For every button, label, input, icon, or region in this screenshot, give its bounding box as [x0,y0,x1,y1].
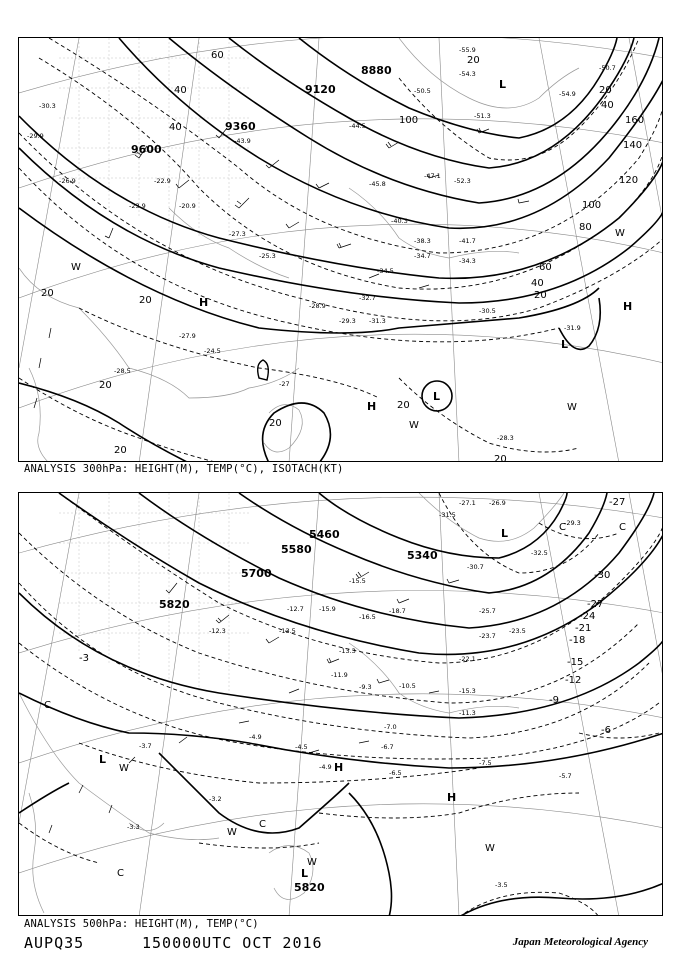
temp-label: -5.7 [559,772,572,780]
isotherms [19,493,663,916]
warm-marker: W [485,843,495,854]
temp-label: -6.5 [389,769,402,777]
temp-label: -30.5 [479,307,496,315]
low-center: L [561,338,569,351]
temp-label: -25.3 [259,252,276,260]
temp-label: -52.3 [454,177,471,185]
graticule [19,38,663,462]
isotach-label: 60 [211,50,224,61]
temp-label: -31.9 [564,324,581,332]
temp-label: -50.5 [414,87,431,95]
temp-label: -23.5 [509,627,526,635]
temp-label: -4.9 [249,733,262,741]
cold-marker: C [44,700,51,711]
small-closed-contour [258,360,269,380]
isotherm-label: -21 [575,623,592,634]
pressure-centers [99,527,508,880]
isotach-label: 20 [99,380,112,391]
product-code: AUPQ35 [24,934,85,952]
warm-marker: W [615,228,625,239]
coastlines [19,38,579,462]
temp-label: -26.9 [489,499,506,507]
warm-marker: W [71,262,81,273]
isotach-label: 20 [599,85,612,96]
height-contours [19,38,663,462]
height-labels [131,64,392,156]
isotach-label: 40 [531,278,544,289]
height-label: 9360 [225,120,256,133]
isotach-label: 20 [269,418,282,429]
isotherm-label: -12 [565,675,582,686]
isotach-label: 20 [534,290,547,301]
low-center: L [99,753,107,766]
isotherm-label: -18 [569,635,586,646]
temp-label: -40.3 [391,217,408,225]
isotherm-label: -3 [79,653,89,664]
isotherm-label: -30 [594,570,611,581]
temp-label: -11.9 [331,671,348,679]
cold-marker: C [559,522,566,533]
isotach-label: 20 [467,55,480,66]
temp-label: -34.3 [459,257,476,265]
agency-credit: Japan Meteorological Agency [512,936,648,948]
isotherm-label: -9 [549,695,559,706]
temp-label: -6.7 [381,743,394,751]
map-500hpa-canvas [19,493,663,916]
high-center: H [334,761,344,774]
high-center: H [623,300,633,313]
temp-label: -27 [279,380,290,388]
temp-label: -12.3 [209,627,226,635]
temp-label: -3.5 [495,881,508,889]
warm-markers [71,228,625,431]
isotach-label: 40 [169,122,182,133]
isotach-label: 100 [582,200,602,211]
temp-label: -3.7 [139,742,152,750]
isotach-label: 20 [114,445,127,456]
temp-label: -28.5 [114,367,131,375]
caption-300hpa: ANALYSIS 300hPa: HEIGHT(M), TEMP(°C), ISOTACH(KT) [24,463,344,475]
isotach-label: 60 [539,262,552,273]
temp-label: -45.8 [369,180,386,188]
temp-label: -25.7 [479,607,496,615]
temp-label: -23.9 [129,202,146,210]
temp-label: -15.3 [459,687,476,695]
height-label: 8880 [361,64,392,77]
low-center: L [301,867,309,880]
temperature-labels [27,46,616,442]
temp-label: -34.7 [414,252,431,260]
temp-label: -20.9 [179,202,196,210]
temp-label: -30.7 [467,563,484,571]
low-center: L [501,527,509,540]
temp-label: -30.3 [39,102,56,110]
temp-label: -29.3 [564,519,581,527]
temp-label: -47.1 [424,172,441,180]
isotherm-label: -27 [587,599,604,610]
temp-label: -22.1 [459,655,476,663]
cold-marker: C [619,522,626,533]
isotherm-label: -6 [601,725,611,736]
temp-label: -13.3 [339,647,356,655]
low-center: L [433,390,441,403]
wind-barbs [34,128,529,408]
temp-label: -27.3 [229,230,246,238]
temp-label: -50.7 [599,64,616,72]
temp-label: -18.7 [389,607,406,615]
temp-label: -15.9 [319,605,336,613]
temp-label: -22.9 [154,177,171,185]
temp-label: -11.3 [459,709,476,717]
temp-label: -27.9 [179,332,196,340]
temp-label: -28.9 [309,302,326,310]
high-center: H [447,791,457,804]
isotach-label: 120 [619,175,639,186]
temp-label: -10.5 [399,682,416,690]
temp-label: -3.3 [127,823,140,831]
temp-label: -41.7 [459,237,476,245]
temperature-labels [127,499,584,889]
isotach-labels [41,50,644,462]
temp-label: -3.2 [209,795,222,803]
isotach-label: 40 [174,85,187,96]
temp-label: -7.5 [479,759,492,767]
temp-label: -44.5 [349,122,366,130]
temp-label: -31.5 [439,511,456,519]
isotachs [19,38,663,462]
isotach-label: 40 [601,100,614,111]
isotherm-label: -15 [567,657,584,668]
isotach-label: 100 [399,115,419,126]
isotach-label: 20 [139,295,152,306]
isotherm-label: -27 [609,497,626,508]
temp-label: -54.3 [459,70,476,78]
temp-label: -32.5 [531,549,548,557]
isotach-label: 20 [397,400,410,411]
temp-label: -38.3 [414,237,431,245]
height-label: 5460 [309,528,340,541]
pressure-centers [199,78,632,413]
temp-label: -4.5 [295,743,308,751]
isotach-label: 20 [41,288,54,299]
issue-time: 150000UTC OCT 2016 [142,934,323,952]
height-label: 9600 [131,143,162,156]
temp-label: -34.5 [377,267,394,275]
height-label: 9120 [305,83,336,96]
temp-label: -7.0 [384,723,397,731]
high-center: H [367,400,377,413]
obs-grid [59,38,249,238]
temp-label: -13.5 [279,627,296,635]
temp-label: -55.9 [459,46,476,54]
height-labels [159,528,438,894]
temp-label: -32.7 [359,294,376,302]
temp-label: -23.7 [479,632,496,640]
height-label: 5580 [281,543,312,556]
temp-label: -16.5 [359,613,376,621]
map-300hpa-canvas [19,38,663,462]
warm-marker: W [227,827,237,838]
temp-label: -27.1 [459,499,476,507]
temp-label: -4.9 [319,763,332,771]
height-label: 5340 [407,549,438,562]
temp-label: -29.9 [27,132,44,140]
height-label: 5820 [294,881,325,894]
warm-marker: W [307,857,317,868]
map-300hpa [18,37,663,462]
cold-marker: C [259,819,266,830]
temp-label: -29.3 [339,317,356,325]
warm-marker: W [567,402,577,413]
temp-label: -26.9 [59,177,76,185]
warm-marker: W [409,420,419,431]
isotach-label: 140 [623,140,643,151]
warm-marker: W [119,763,129,774]
caption-500hpa: ANALYSIS 500hPa: HEIGHT(M), TEMP(°C) [24,918,259,930]
height-label: 5700 [241,567,272,580]
temp-label: -12.7 [287,605,304,613]
temp-label: -43.9 [234,137,251,145]
isotach-label: 20 [494,454,507,463]
high-center: H [199,296,209,309]
temp-label: -54.9 [559,90,576,98]
low-center: L [499,78,507,91]
isotherm-label: -24 [579,611,596,622]
temp-label: -51.3 [474,112,491,120]
temp-label: -24.5 [204,347,221,355]
temp-label: -28.3 [497,434,514,442]
temp-label: -9.3 [359,683,372,691]
isotach-label: 80 [579,222,592,233]
cold-marker: C [117,868,124,879]
height-label: 5820 [159,598,190,611]
temp-label: -15.5 [349,577,366,585]
map-500hpa [18,492,663,916]
temp-label: -31.3 [369,317,386,325]
isotach-label: 160 [625,115,645,126]
